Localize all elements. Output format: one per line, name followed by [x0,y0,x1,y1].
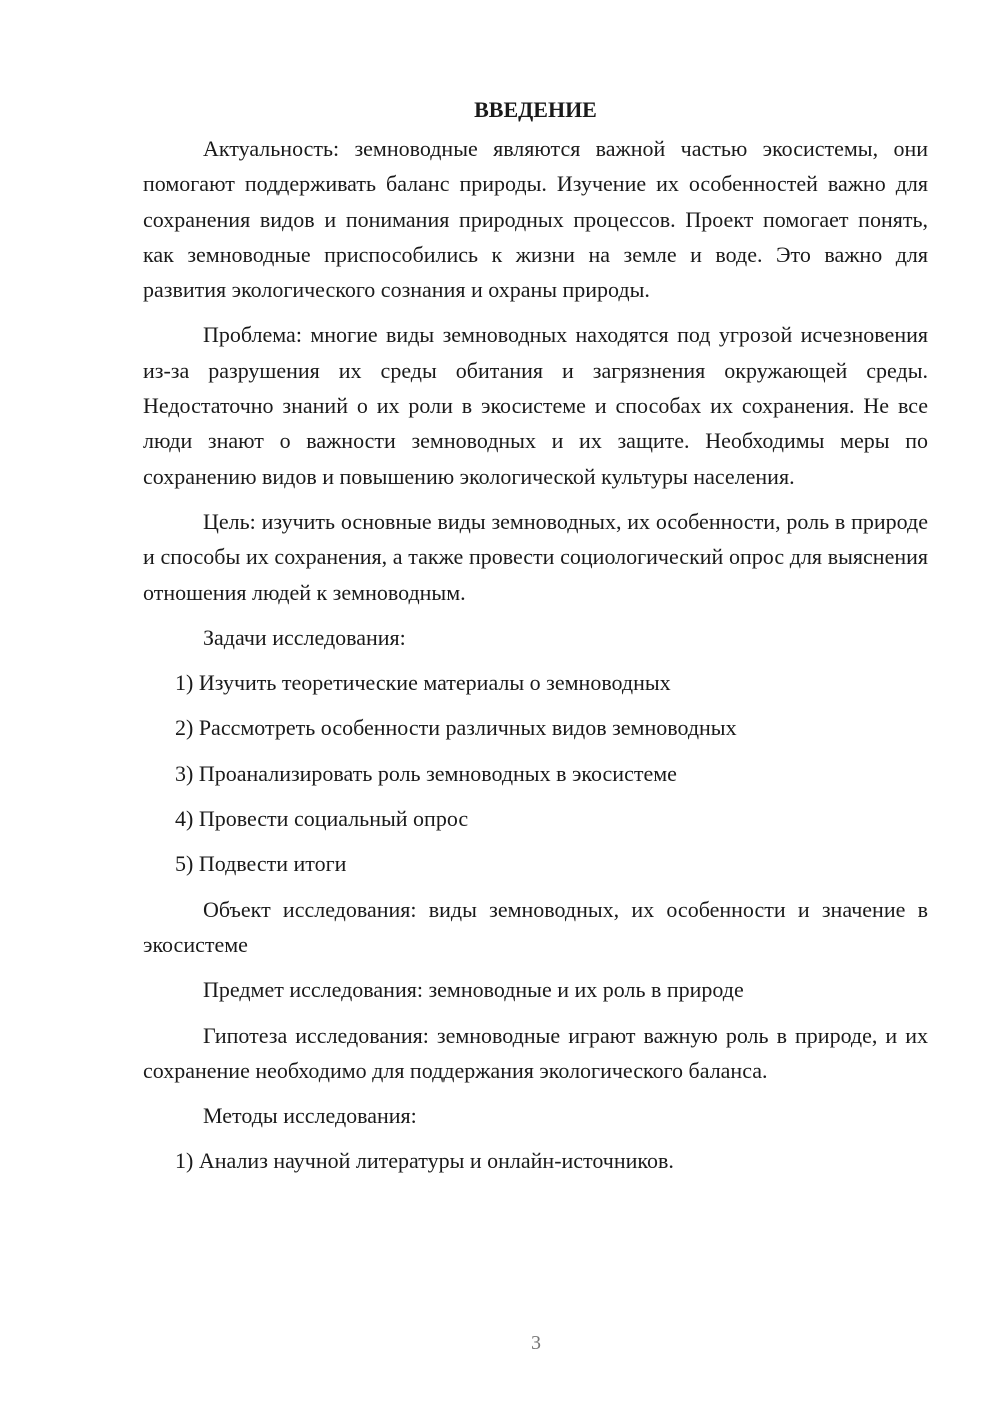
page-number: 3 [531,1332,541,1354]
section-heading: ВВЕДЕНИЕ [474,97,597,122]
hypothesis-paragraph: Гипотеза исследования: земноводные играют важную роль в природе, и их сохранение необходимо для поддержания экологического баланса. [143,1022,928,1083]
methods-title: Методы исследования: [203,1103,417,1129]
problem-paragraph: Проблема: многие виды земноводных находятся под угрозой исчезновения из-за разрушения их среды обитания и загрязнения окружающей среды. Недостаточно знаний о их роли в экосистеме и способах их сохранения. Не все люди знают о важности земноводных и их защите. Необходимы меры по сохранению видов и повышению экологической культуры населения. [143,322,928,489]
task-item: 2) Рассмотреть особенности различных видов земноводных [175,715,737,741]
goal-paragraph: Цель: изучить основные виды земноводных, их особенности, роль в природе и способы их сохранения, а также провести социологический опрос для выяснения отношения людей к земноводным. [143,508,928,605]
tasks-title: Задачи исследования: [203,624,406,650]
object-paragraph: Объект исследования: виды земноводных, их особенности и значение в экосистеме [143,896,928,957]
task-item: 4) Провести социальный опрос [175,806,469,832]
task-item: 5) Подвести итоги [175,851,347,877]
subject-paragraph: Предмет исследования: земноводные и их роль в природе [203,977,744,1003]
method-item: 1) Анализ научной литературы и онлайн-источников. [175,1148,674,1174]
task-item: 3) Проанализировать роль земноводных в экосистеме [175,760,677,786]
page-content [143,92,928,1189]
task-item: 1) Изучить теоретические материалы о земноводных [175,670,671,696]
relevance-paragraph: Актуальность: земноводные являются важной частью экосистемы, они помогают поддерживать баланс природы. Изучение их особенностей важно для сохранения видов и понимания природных процессов. Проект помогает понять, как земноводные приспособились к жизни на земле и воде. Это важно для развития экологического сознания и охраны природы. [143,136,928,303]
